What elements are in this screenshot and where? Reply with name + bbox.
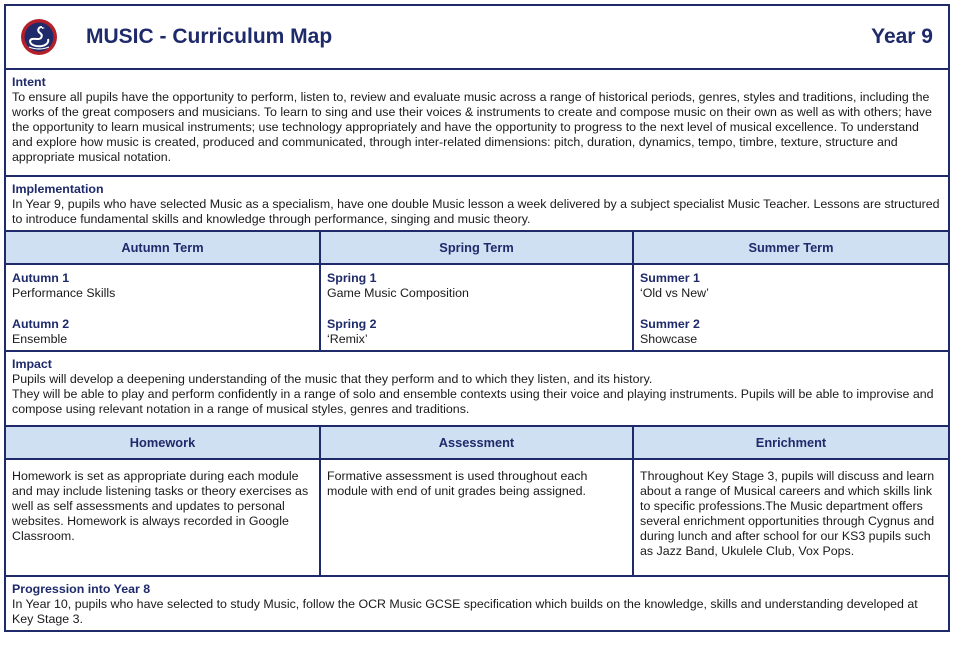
curriculum-map — [4, 4, 950, 632]
assessment-header: Assessment — [321, 427, 634, 458]
swan-logo-icon — [20, 18, 58, 56]
progression-heading: Progression into Year 8 — [12, 582, 151, 596]
homework-header: Homework — [6, 427, 321, 458]
homework-cell: Homework is set as appropriate during each module and may include listening tasks or theory exercises as well as self assessments and updates to personal websites. Homework is always recorded in Google Classroom. — [6, 460, 321, 575]
terms-header-row — [6, 232, 948, 265]
year-label: Year 9 — [871, 25, 933, 48]
enrichment-cell: Throughout Key Stage 3, pupils will discuss and learn about a range of Musical careers and which skills link to specific professions.The Music department offers several enrichment opportunities through Cygnus and during lunch and after school for our KS3 pupils such as Jazz Band, Ukulele Club, Vox Pops. — [640, 469, 935, 558]
extras-row — [6, 460, 948, 577]
progression-text: In Year 10, pupils who have selected to study Music, follow the OCR Music GCSE specification which builds on the knowledge, skills and understanding developed at Key Stage 3. — [12, 597, 918, 626]
impact-heading: Impact — [12, 357, 52, 371]
intent-text: To ensure all pupils have the opportunity to perform, listen to, review and evaluate music across a range of historical periods, genres, styles and traditions, including the works of the great composers and musicians. To learn to sing and use their voices & instruments to create and compose music on their own as well as with others; have the opportunity to learn musical instruments; use technology appropriately and have the opportunity to progress to the next level of musical excellence. To understand and explore how music is created, produced and communicated, through inter-related dimensions: pitch, duration, dynamics, tempo, timbre, texture, structure and appropriate musical notation. — [12, 90, 932, 164]
page-header — [6, 6, 948, 70]
term-name: Spring 1 — [327, 271, 377, 285]
implementation-section — [6, 177, 948, 232]
autumn-column — [6, 265, 321, 350]
intent-heading: Intent — [12, 75, 46, 89]
implementation-text: In Year 9, pupils who have selected Music as a specialism, have one double Music lesson a week delivered by a subject specialist Music Teacher. Lessons are structured to introduce fundamental skills and knowledge through performance, singing and music theory. — [12, 197, 940, 226]
term-topic: ‘Remix’ — [327, 332, 368, 346]
term-name: Summer 2 — [640, 317, 700, 331]
progression-section — [6, 577, 948, 630]
intent-section — [6, 70, 948, 177]
term-name: Summer 1 — [640, 271, 700, 285]
enrichment-header: Enrichment — [755, 435, 827, 450]
summer-term-header: Summer Term — [748, 240, 834, 255]
term-name: Autumn 2 — [12, 317, 70, 331]
term-topic: Showcase — [640, 332, 698, 346]
impact-line-2: They will be able to play and perform confidently in a range of solo and ensemble contexts using their voice and playing instruments. Pupils will be able to improvise and compose using relevant notation in a range of musical styles, genres and traditions. — [12, 387, 934, 416]
page-title: MUSIC - Curriculum Map — [86, 25, 333, 48]
term-topic: Game Music Composition — [327, 286, 469, 300]
summer-column — [634, 265, 948, 350]
terms-row — [6, 265, 948, 352]
autumn-term-header: Autumn Term — [6, 232, 321, 263]
term-name: Autumn 1 — [12, 271, 70, 285]
term-name: Spring 2 — [327, 317, 377, 331]
extras-header-row — [6, 427, 948, 460]
spring-column — [321, 265, 634, 350]
impact-section — [6, 352, 948, 427]
spring-term-header: Spring Term — [321, 232, 634, 263]
impact-line-1: Pupils will develop a deepening understanding of the music that they perform and to which they listen, and its history. — [12, 372, 653, 386]
term-topic: ‘Old vs New’ — [640, 286, 709, 300]
term-topic: Ensemble — [12, 332, 68, 346]
assessment-cell: Formative assessment is used throughout each module with end of unit grades being assigned. — [321, 460, 634, 575]
implementation-heading: Implementation — [12, 182, 104, 196]
term-topic: Performance Skills — [12, 286, 116, 300]
